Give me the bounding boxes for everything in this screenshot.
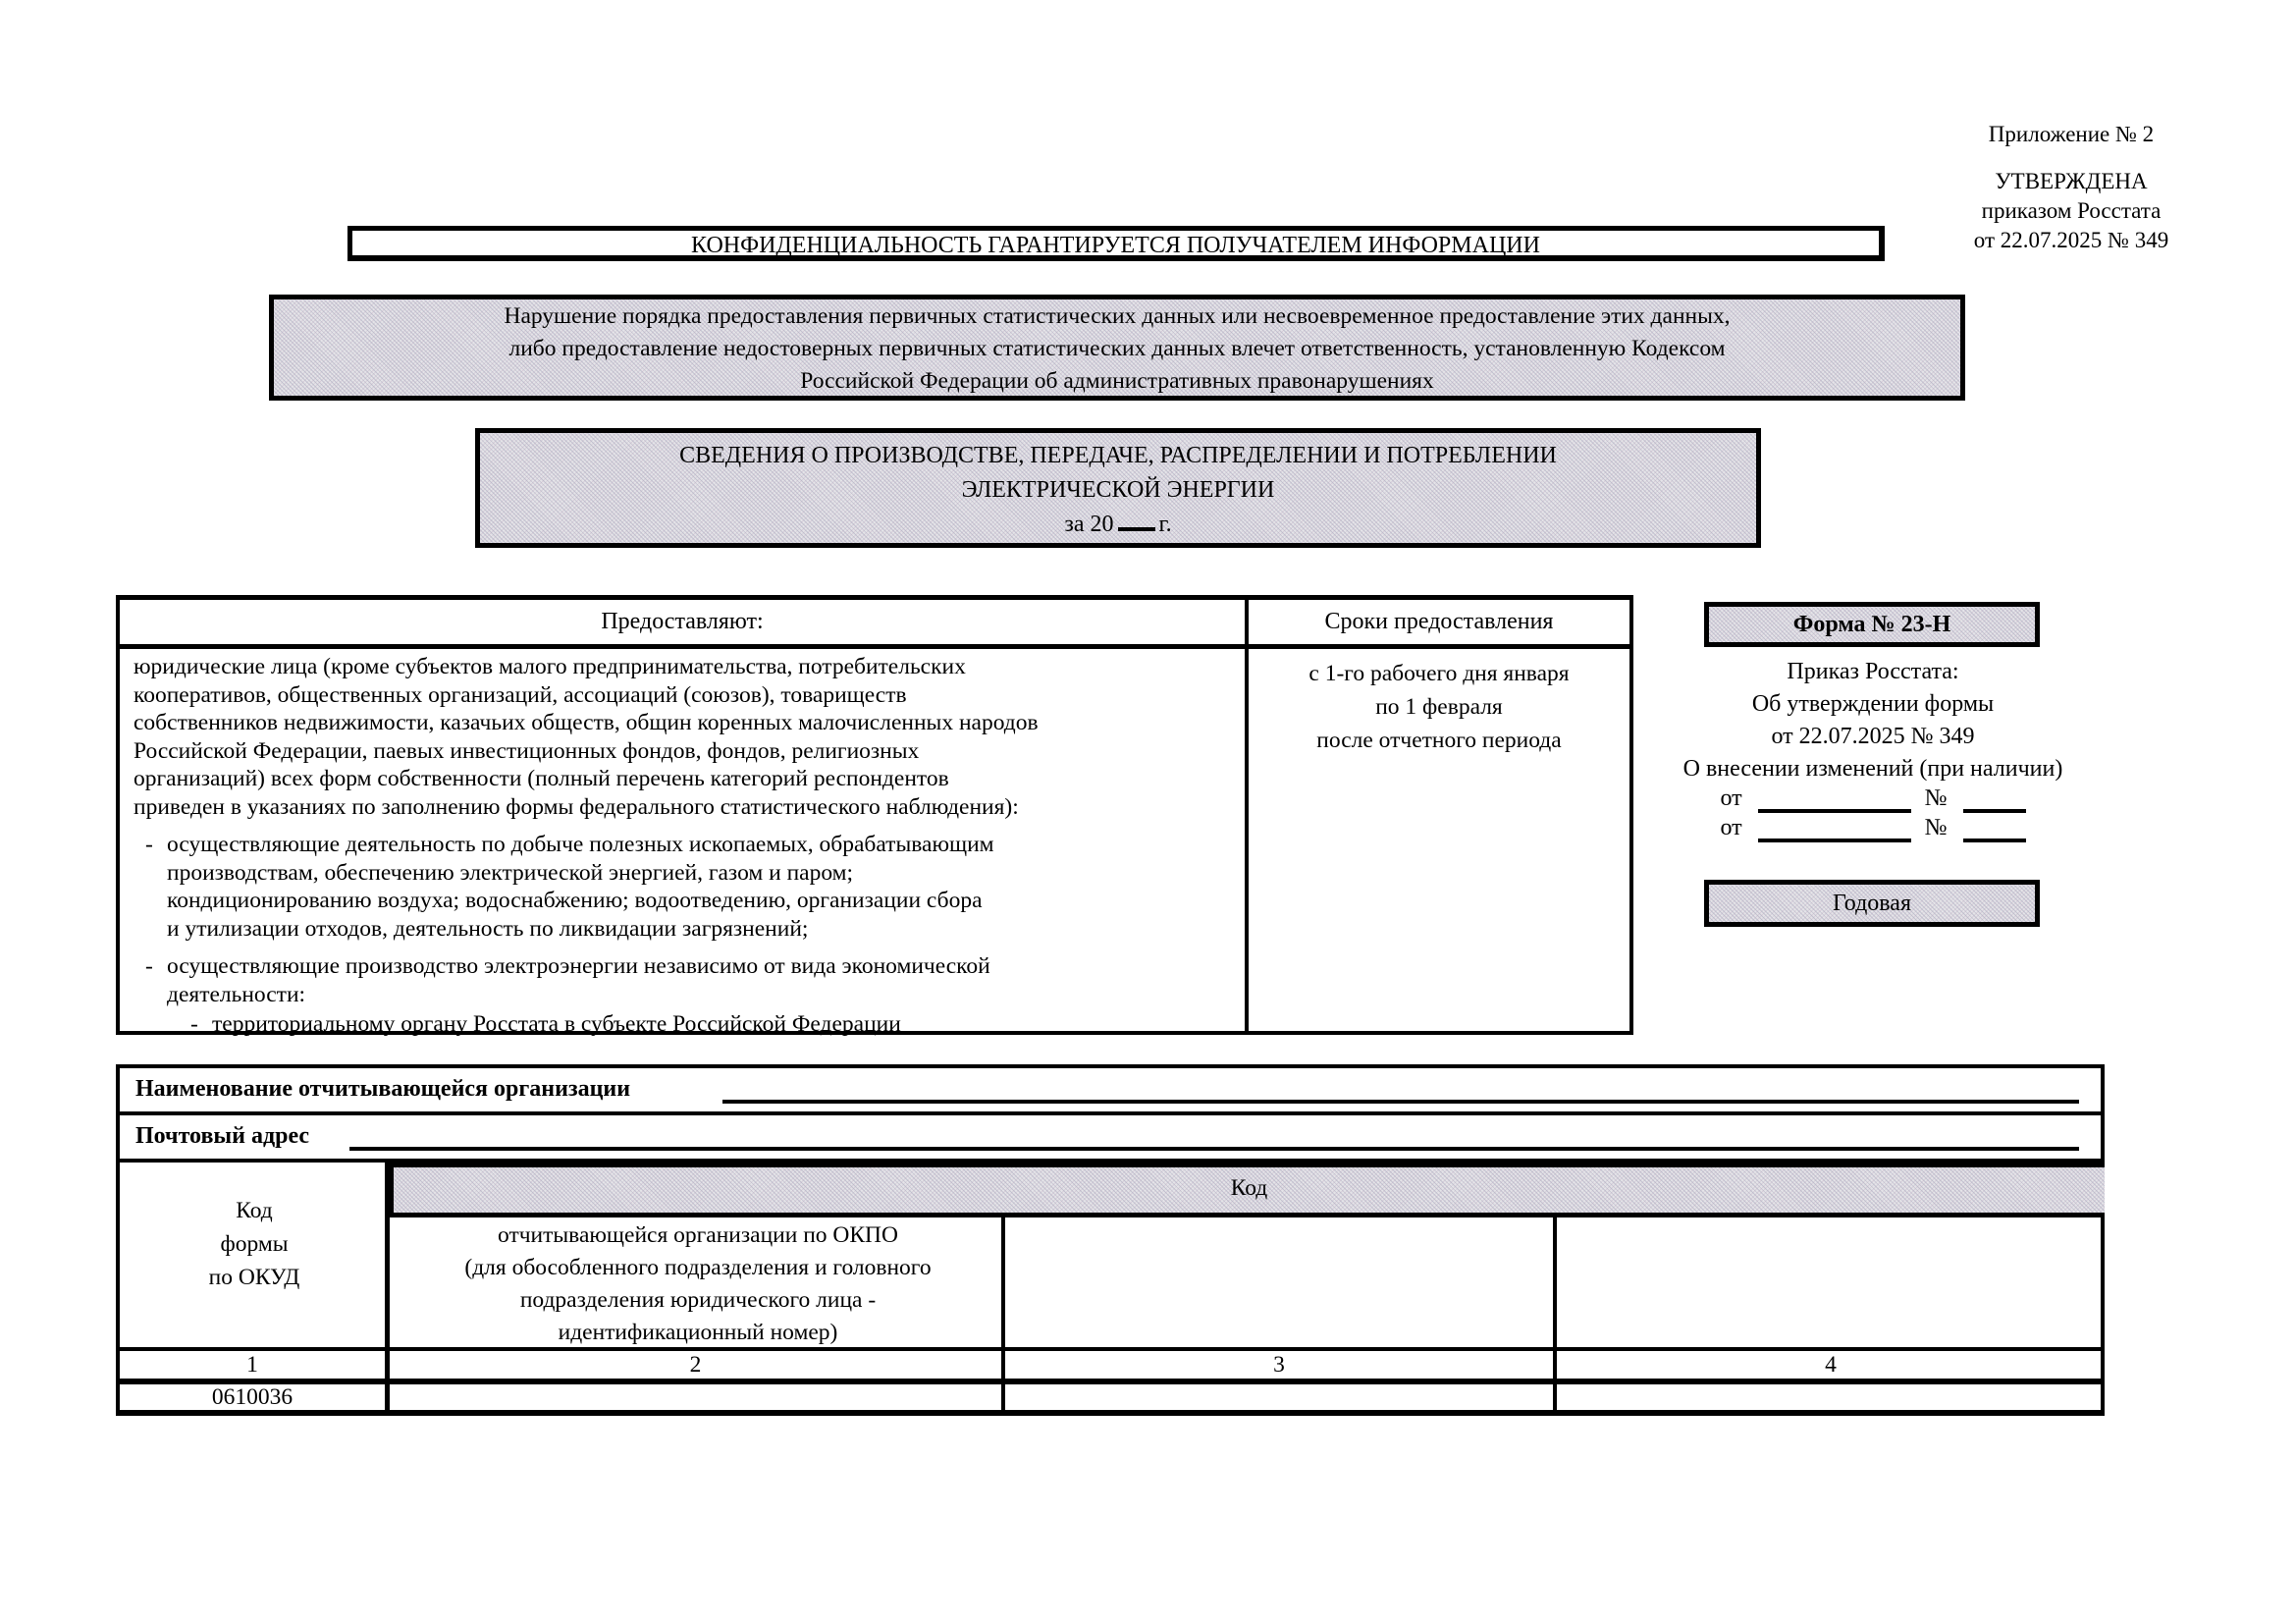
code-group-header: Код: [389, 1163, 2105, 1217]
postal-address-row: [120, 1115, 2101, 1163]
legal-warning-box: [269, 295, 1965, 401]
intro-line: Российской Федерации, паевых инвестиционных фондов, фондов, религиозных: [133, 737, 920, 764]
recipient-text: территориальному органу Росстата в субъекте Российской Федерации: [212, 1011, 901, 1037]
approval-line: УТВЕРЖДЕНА: [1995, 169, 2148, 193]
column-number: 2: [689, 1352, 702, 1378]
intro-line: приведен в указаниях по заполнению формы федерального статистического наблюдения):: [133, 793, 1019, 820]
bullet-dash: -: [190, 1011, 198, 1037]
column-number: 1: [246, 1352, 258, 1378]
intro-line: организаций) всех форм собственности (полный перечень категорий респондентов: [133, 766, 949, 791]
bullet-line: производствам, обеспечению электрической энергией, газом и паром;: [167, 859, 854, 886]
bullet-line: осуществляющие производство электроэнергии независимо от вида экономической: [167, 953, 990, 979]
bullet-line: и утилизации отходов, деятельность по ликвидации загрязнений;: [167, 915, 809, 942]
deadline-text: [1249, 657, 1629, 757]
col4-header: [1559, 1216, 2105, 1347]
column-number: 4: [1825, 1352, 1837, 1378]
appendix-label: Приложение № 2: [1988, 122, 2155, 146]
okpo-header-line: подразделения юридического лица -: [519, 1287, 877, 1313]
order-line: О внесении изменений (при наличии): [1682, 756, 2063, 782]
period-prefix: за 20: [1064, 512, 1114, 537]
amendment-row: [1669, 815, 2077, 844]
warning-line: либо предоставление недостоверных первичных статистических данных влечет ответственность, установленную Кодексом: [508, 336, 1726, 361]
year-input[interactable]: [1118, 510, 1155, 531]
okud-code-value: 0610036: [211, 1384, 294, 1410]
reporting-period: [480, 508, 1756, 542]
okud-header: [120, 1176, 389, 1333]
warning-line: Российской Федерации об административных правонарушениях: [800, 368, 1434, 394]
form-number-box: Форма № 23-Н: [1704, 602, 2040, 647]
okpo-header: [393, 1216, 1003, 1347]
col4-code-input[interactable]: [1557, 1384, 2105, 1410]
okpo-header-line: отчитывающейся организации по ОКПО: [498, 1222, 898, 1248]
confidentiality-banner: КОНФИДЕНЦИАЛЬНОСТЬ ГАРАНТИРУЕТСЯ ПОЛУЧАТЕЛЕМ ИНФОРМАЦИИ: [347, 226, 1885, 261]
okpo-header-line: (для обособленного подразделения и головного: [464, 1255, 932, 1280]
org-name-row: [120, 1068, 2101, 1115]
organization-table: [116, 1064, 2105, 1414]
order-line: Приказ Росстата:: [1787, 659, 1959, 684]
recipient-item: [133, 1010, 1233, 1039]
respondents-description: [133, 653, 1233, 1039]
okud-header-line: Код: [236, 1198, 273, 1223]
postal-address-label: Почтовый адрес: [135, 1123, 310, 1149]
amendment-number-input[interactable]: [1963, 838, 2026, 842]
form-title-box: [475, 428, 1761, 548]
period-suffix: г.: [1158, 512, 1172, 537]
amendment-number-input[interactable]: [1963, 808, 2026, 813]
form-title-line2: ЭЛЕКТРИЧЕСКОЙ ЭНЕРГИИ: [961, 477, 1275, 503]
respondent-category: [133, 831, 1233, 943]
order-info: [1669, 656, 2077, 844]
column-number: 3: [1273, 1352, 1285, 1378]
periodicity-box: Годовая: [1704, 880, 2040, 927]
deadline-header: Сроки предоставления: [1249, 600, 1629, 649]
order-line: от 22.07.2025 № 349: [1771, 724, 1975, 749]
deadline-line: с 1-го рабочего дня января: [1308, 661, 1570, 686]
table-bottom-border: [116, 1410, 2105, 1416]
approval-stamp: [1934, 167, 2209, 255]
warning-line: Нарушение порядка предоставления первичных статистических данных или несвоевременное предоставление этих данных,: [504, 303, 1731, 329]
respondents-table: [116, 595, 1633, 1035]
respondent-category: [133, 952, 1233, 1008]
org-name-label: Наименование отчитывающейся организации: [135, 1076, 631, 1102]
form-title-line1: СВЕДЕНИЯ О ПРОИЗВОДСТВЕ, ПЕРЕДАЧЕ, РАСПРЕДЕЛЕНИИ И ПОТРЕБЛЕНИИ: [679, 443, 1557, 468]
deadline-line: после отчетного периода: [1316, 728, 1562, 753]
from-label: от: [1720, 785, 1742, 811]
intro-line: собственников недвижимости, казачьих обществ, общин коренных малочисленных народов: [133, 710, 1039, 735]
number-label: №: [1924, 785, 1948, 811]
okud-header-line: по ОКУД: [208, 1265, 300, 1290]
bullet-line: деятельности:: [167, 981, 306, 1007]
amendment-date-input[interactable]: [1758, 838, 1911, 842]
approval-line: приказом Росстата: [1981, 198, 2162, 223]
number-label: №: [1924, 815, 1948, 840]
approval-line: от 22.07.2025 № 349: [1973, 228, 2169, 252]
okpo-header-line: идентификационный номер): [558, 1320, 838, 1345]
okud-header-line: формы: [220, 1231, 289, 1257]
col3-code-input[interactable]: [1005, 1384, 1553, 1410]
deadline-line: по 1 февраля: [1375, 694, 1503, 720]
intro-line: кооперативов, общественных организаций, ассоциаций (союзов), товариществ: [133, 681, 907, 708]
postal-address-input[interactable]: [349, 1147, 2079, 1151]
org-name-input[interactable]: [722, 1100, 2079, 1104]
bullet-line: кондиционированию воздуха; водоснабжению; водоотведению, организации сбора: [167, 888, 983, 913]
amendment-date-input[interactable]: [1758, 808, 1911, 813]
col3-header: [1007, 1216, 1555, 1347]
bullet-dash: -: [145, 832, 153, 857]
respondents-header: Предоставляют:: [120, 600, 1245, 649]
order-line: Об утверждении формы: [1751, 691, 1995, 717]
from-label: от: [1720, 815, 1742, 840]
amendment-row: [1669, 785, 2077, 815]
bullet-line: осуществляющие деятельность по добыче полезных ископаемых, обрабатывающим: [167, 832, 994, 857]
okpo-code-input[interactable]: [390, 1384, 1001, 1410]
intro-line: юридические лица (кроме субъектов малого предпринимательства, потребительских: [133, 654, 966, 679]
bullet-dash: -: [145, 953, 153, 979]
